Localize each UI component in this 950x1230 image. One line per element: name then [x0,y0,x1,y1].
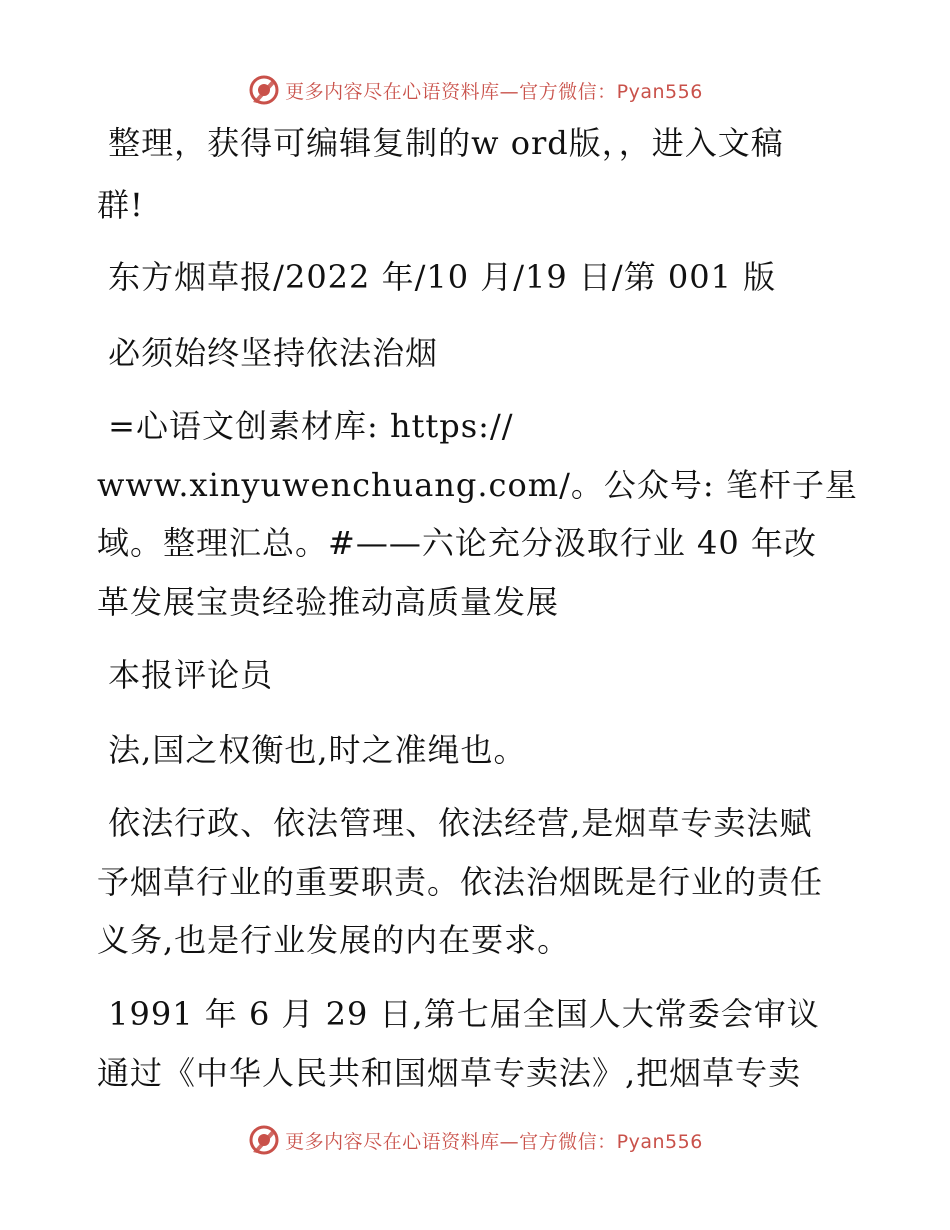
text-line: 依法行政、依法管理、依法经营,是烟草专卖法赋 [97,804,813,842]
text-line: 域。整理汇总。#——六论充分汲取行业 40 年改 [97,524,817,562]
byline: 本报评论员 [97,656,274,694]
text-line: www.xinyuwenchuang.com/。公众号: 笔杆子星 [97,466,858,504]
source-line: 东方烟草报/2022 年/10 月/19 日/第 001 版 [97,258,777,296]
quill-logo-icon [247,73,281,107]
watermark-text-bottom: 更多内容尽在心语资料库—官方微信：Pyan556 [285,1130,703,1153]
text-line: 1991 年 6 月 29 日,第七届全国人大常委会审议 [97,995,820,1033]
text-line: =心语文创素材库: https:// [97,407,514,445]
watermark-text-top: 更多内容尽在心语资料库—官方微信：Pyan556 [285,80,703,103]
quill-logo-icon [247,1123,281,1157]
article-title: 必须始终坚持依法治烟 [97,334,439,372]
text-line: 法,国之权衡也,时之准绳也。 [97,731,527,769]
watermark-banner-bottom [0,1120,950,1160]
text-line: 群! [97,186,144,224]
watermark-banner-top [0,70,950,110]
text-line: 整理，获得可编辑复制的w ord版，，进入文稿 [97,124,784,162]
text-line: 予烟草行业的重要职责。依法治烟既是行业的责任 [97,863,824,901]
text-line: 通过《中华人民共和国烟草专卖法》,把烟草专卖 [97,1054,802,1092]
text-line: 义务,也是行业发展的内在要求。 [97,921,571,959]
text-line: 革发展宝贵经验推动高质量发展 [97,583,560,621]
